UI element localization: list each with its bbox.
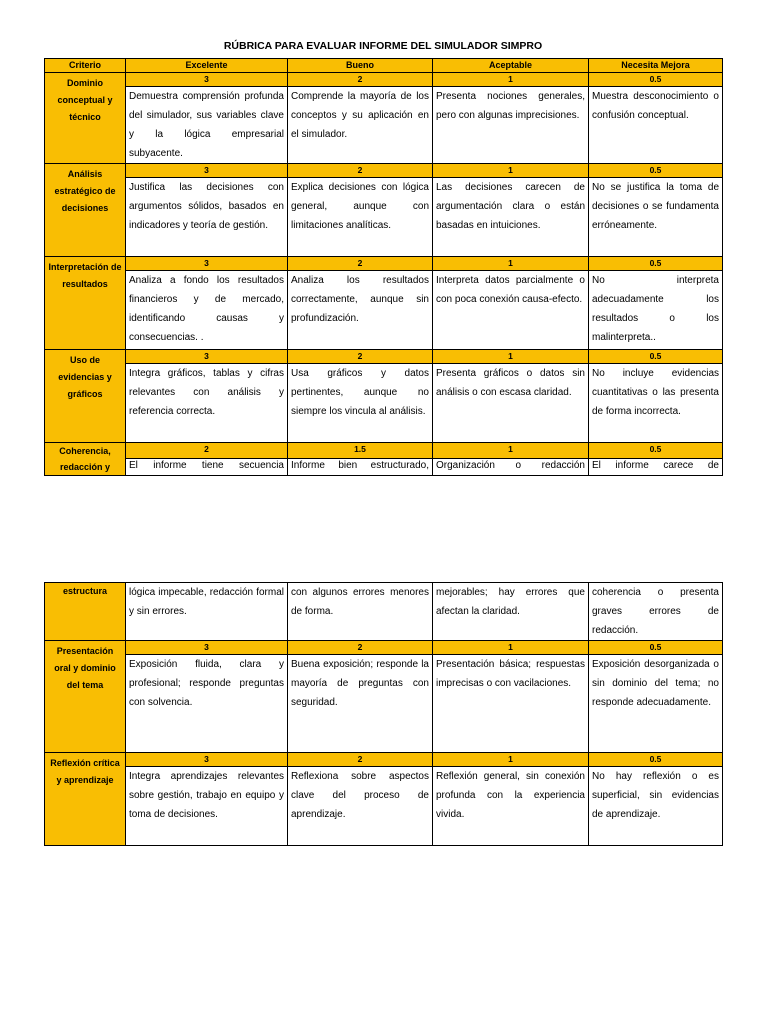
description-aceptable: Presentación básica; respuestas imprecisas o con vacilaciones. — [433, 655, 589, 753]
description-bueno: con algunos errores menores de forma. — [288, 583, 433, 641]
description-aceptable: Reflexión general, sin conexión profunda con la experiencia vivida. — [433, 767, 589, 846]
score-excelente: 3 — [126, 350, 288, 364]
criterion-cell: Análisis estratégico de decisiones — [45, 164, 126, 257]
score-row — [45, 164, 723, 178]
description-row — [45, 458, 723, 475]
description-necesita-mejora: No hay reflexión o es superficial, sin evidencias de aprendizaje. — [589, 767, 723, 846]
description-row — [45, 178, 723, 257]
criterion-cell: Interpretación de resultados — [45, 257, 126, 350]
score-aceptable: 1 — [433, 350, 589, 364]
header-necesita-mejora: Necesita Mejora — [589, 59, 723, 73]
score-bueno: 2 — [288, 257, 433, 271]
description-necesita-mejora: No incluye evidencias cuantitativas o las presenta de forma incorrecta. — [589, 364, 723, 443]
score-row — [45, 73, 723, 87]
description-bueno: Analiza los resultados correctamente, aunque sin profundización. — [288, 271, 433, 350]
description-aceptable: Presenta gráficos o datos sin análisis o con escasa claridad. — [433, 364, 589, 443]
score-necesita-mejora: 0.5 — [589, 641, 723, 655]
description-row — [45, 271, 723, 350]
header-row — [45, 59, 723, 73]
score-excelente: 3 — [126, 753, 288, 767]
description-aceptable: Organización o redacción — [433, 458, 589, 475]
rubric-table-page-2 — [44, 582, 723, 846]
score-bueno: 1.5 — [288, 443, 433, 459]
rubric-table-page-1 — [44, 58, 723, 476]
description-necesita-mejora: Muestra desconocimiento o confusión conceptual. — [589, 87, 723, 164]
score-aceptable: 1 — [433, 443, 589, 459]
description-aceptable: mejorables; hay errores que afectan la claridad. — [433, 583, 589, 641]
description-necesita-mejora: No se justifica la toma de decisiones o se fundamenta erróneamente. — [589, 178, 723, 257]
score-excelente: 3 — [126, 164, 288, 178]
description-excelente: Integra aprendizajes relevantes sobre gestión, trabajo en equipo y toma de decisiones. — [126, 767, 288, 846]
score-necesita-mejora: 0.5 — [589, 443, 723, 459]
description-bueno: Usa gráficos y datos pertinentes, aunque no siempre los vincula al análisis. — [288, 364, 433, 443]
header-bueno: Bueno — [288, 59, 433, 73]
score-aceptable: 1 — [433, 164, 589, 178]
description-row — [45, 767, 723, 846]
description-aceptable: Interpreta datos parcialmente o con poca conexión causa-efecto. — [433, 271, 589, 350]
description-row — [45, 583, 723, 641]
score-necesita-mejora: 0.5 — [589, 164, 723, 178]
score-aceptable: 1 — [433, 641, 589, 655]
description-bueno: Buena exposición; responde la mayoría de preguntas con seguridad. — [288, 655, 433, 753]
document-title: RÚBRICA PARA EVALUAR INFORME DEL SIMULADOR SIMPRO — [223, 40, 543, 52]
header-criterio: Criterio — [45, 59, 126, 73]
criterion-cell: Dominio conceptual y técnico — [45, 73, 126, 164]
criterion-cell: estructura — [45, 583, 126, 641]
description-excelente: Exposición fluida, clara y profesional; responde preguntas con solvencia. — [126, 655, 288, 753]
description-row — [45, 655, 723, 753]
description-row — [45, 87, 723, 164]
score-necesita-mejora: 0.5 — [589, 257, 723, 271]
score-excelente: 3 — [126, 257, 288, 271]
criterion-cell: Reflexión crítica y aprendizaje — [45, 753, 126, 846]
description-bueno: Explica decisiones con lógica general, aunque con limitaciones analíticas. — [288, 178, 433, 257]
score-excelente: 2 — [126, 443, 288, 459]
description-excelente: El informe tiene secuencia — [126, 458, 288, 475]
score-excelente: 3 — [126, 641, 288, 655]
score-necesita-mejora: 0.5 — [589, 753, 723, 767]
score-row — [45, 641, 723, 655]
header-excelente: Excelente — [126, 59, 288, 73]
description-excelente: Integra gráficos, tablas y cifras relevantes con análisis y referencia correcta. — [126, 364, 288, 443]
score-row — [45, 257, 723, 271]
score-row — [45, 753, 723, 767]
description-bueno: Reflexiona sobre aspectos clave del proceso de aprendizaje. — [288, 767, 433, 846]
description-necesita-mejora: El informe carece de — [589, 458, 723, 475]
description-row — [45, 364, 723, 443]
criterion-cell: Uso de evidencias y gráficos — [45, 350, 126, 443]
description-bueno: Informe bien estructurado, — [288, 458, 433, 475]
score-bueno: 2 — [288, 753, 433, 767]
criterion-cell: Coherencia, redacción y — [45, 443, 126, 476]
description-necesita-mejora: No interpreta adecuadamente los resultados o los malinterpreta.. — [589, 271, 723, 350]
score-necesita-mejora: 0.5 — [589, 73, 723, 87]
description-excelente: Demuestra comprensión profunda del simulador, sus variables clave y la lógica empresarial subyacente. — [126, 87, 288, 164]
description-excelente: Analiza a fondo los resultados financieros y de mercado, identificando causas y consecuencias. . — [126, 271, 288, 350]
score-bueno: 2 — [288, 73, 433, 87]
description-aceptable: Presenta nociones generales, pero con algunas imprecisiones. — [433, 87, 589, 164]
score-aceptable: 1 — [433, 753, 589, 767]
description-bueno: Comprende la mayoría de los conceptos y su aplicación en el simulador. — [288, 87, 433, 164]
score-aceptable: 1 — [433, 257, 589, 271]
description-necesita-mejora: Exposición desorganizada o sin dominio del tema; no responde adecuadamente. — [589, 655, 723, 753]
score-bueno: 2 — [288, 164, 433, 178]
criterion-cell: Presentación oral y dominio del tema — [45, 641, 126, 753]
score-excelente: 3 — [126, 73, 288, 87]
description-excelente: lógica impecable, redacción formal y sin errores. — [126, 583, 288, 641]
description-aceptable: Las decisiones carecen de argumentación clara o están basadas en intuiciones. — [433, 178, 589, 257]
score-necesita-mejora: 0.5 — [589, 350, 723, 364]
description-necesita-mejora: coherencia o presenta graves errores de redacción. — [589, 583, 723, 641]
score-aceptable: 1 — [433, 73, 589, 87]
score-row — [45, 443, 723, 459]
score-row — [45, 350, 723, 364]
score-bueno: 2 — [288, 350, 433, 364]
score-bueno: 2 — [288, 641, 433, 655]
header-aceptable: Aceptable — [433, 59, 589, 73]
description-excelente: Justifica las decisiones con argumentos sólidos, basados en indicadores y teoría de gestión. — [126, 178, 288, 257]
